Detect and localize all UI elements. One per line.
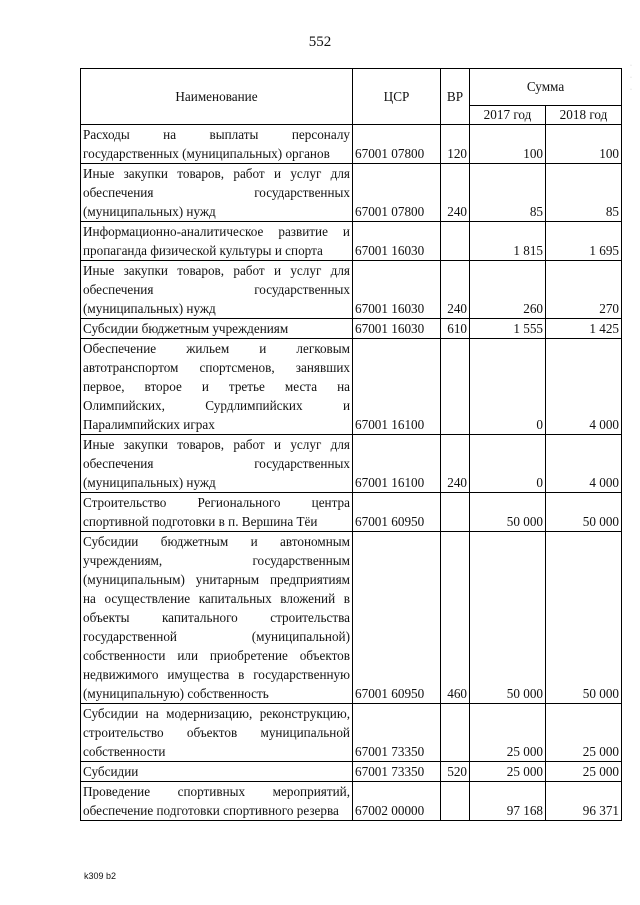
row-vr: 520 — [441, 762, 470, 782]
table-row — [81, 261, 622, 319]
row-amount-2017: 0 — [470, 339, 546, 435]
row-vr — [441, 493, 470, 532]
row-vr: 240 — [441, 435, 470, 493]
row-name: Субсидии бюджетным учреждениям — [81, 319, 353, 339]
header-csr: ЦСР — [353, 69, 441, 125]
row-name: Иные закупки товаров, работ и услуг для обеспечения государственных (муниципальных) нужд — [81, 435, 353, 493]
row-csr: 67001 16100 — [353, 339, 441, 435]
table-row — [81, 435, 622, 493]
row-amount-2017: 97 168 — [470, 782, 546, 821]
row-amount-2018: 1 695 — [546, 222, 622, 261]
row-vr — [441, 339, 470, 435]
page-number: 552 — [308, 34, 332, 50]
row-amount-2017: 1 815 — [470, 222, 546, 261]
row-amount-2018: 100 — [546, 125, 622, 164]
row-csr: 67001 60950 — [353, 532, 441, 704]
row-amount-2018: 25 000 — [546, 704, 622, 762]
row-amount-2018: 4 000 — [546, 339, 622, 435]
row-name: Расходы на выплаты персоналу государственных (муниципальных) органов — [81, 125, 353, 164]
row-csr: 67001 07800 — [353, 164, 441, 222]
header-vr: ВР — [441, 69, 470, 125]
row-csr: 67001 16100 — [353, 435, 441, 493]
row-vr: 460 — [441, 532, 470, 704]
header-sum: Сумма — [470, 69, 622, 106]
row-vr: 240 — [441, 261, 470, 319]
table-row — [81, 319, 622, 339]
row-vr: 120 — [441, 125, 470, 164]
row-csr: 67002 00000 — [353, 782, 441, 821]
header-year-2017: 2017 год — [470, 106, 546, 125]
row-amount-2018: 4 000 — [546, 435, 622, 493]
table-row — [81, 493, 622, 532]
row-name: Иные закупки товаров, работ и услуг для обеспечения государственных (муниципальных) нужд — [81, 164, 353, 222]
row-name: Иные закупки товаров, работ и услуг для обеспечения государственных (муниципальных) нужд — [81, 261, 353, 319]
row-csr: 67001 16030 — [353, 222, 441, 261]
row-amount-2018: 50 000 — [546, 493, 622, 532]
row-name: Строительство Регионального центра спортивной подготовки в п. Вершина Тёи — [81, 493, 353, 532]
row-vr — [441, 222, 470, 261]
row-csr: 67001 73350 — [353, 762, 441, 782]
row-amount-2018: 85 — [546, 164, 622, 222]
table-row — [81, 762, 622, 782]
table-row — [81, 782, 622, 821]
header-year-2018: 2018 год — [546, 106, 622, 125]
row-name: Проведение спортивных мероприятий, обеспечение подготовки спортивного резерва — [81, 782, 353, 821]
row-csr: 67001 16030 — [353, 261, 441, 319]
table-row — [81, 339, 622, 435]
row-name: Информационно-аналитическое развитие и пропаганда физической культуры и спорта — [81, 222, 353, 261]
table-row — [81, 704, 622, 762]
row-name: Субсидии на модернизацию, реконструкцию, строительство объектов муниципальной собственности — [81, 704, 353, 762]
row-amount-2018: 50 000 — [546, 532, 622, 704]
row-vr — [441, 704, 470, 762]
row-vr: 240 — [441, 164, 470, 222]
scan-edge-marks: · · · — [630, 63, 632, 93]
budget-table — [80, 68, 622, 821]
header-name: Наименование — [81, 69, 353, 125]
row-csr: 67001 60950 — [353, 493, 441, 532]
row-amount-2017: 1 555 — [470, 319, 546, 339]
row-amount-2017: 50 000 — [470, 532, 546, 704]
row-amount-2018: 270 — [546, 261, 622, 319]
row-amount-2018: 96 371 — [546, 782, 622, 821]
row-name: Обеспечение жильем и легковым автотранспортом спортсменов, занявших первое, второе и третье места на Олимпийских, Сурдлимпийских и Паралимпийских играх — [81, 339, 353, 435]
row-csr: 67001 07800 — [353, 125, 441, 164]
footer-code: k309 b2 — [84, 871, 117, 881]
table-row — [81, 125, 622, 164]
table-row — [81, 222, 622, 261]
row-vr: 610 — [441, 319, 470, 339]
row-name: Субсидии — [81, 762, 353, 782]
row-amount-2017: 50 000 — [470, 493, 546, 532]
row-amount-2017: 85 — [470, 164, 546, 222]
row-csr: 67001 16030 — [353, 319, 441, 339]
row-amount-2017: 100 — [470, 125, 546, 164]
row-amount-2017: 260 — [470, 261, 546, 319]
table-row — [81, 532, 622, 704]
row-amount-2018: 1 425 — [546, 319, 622, 339]
row-csr: 67001 73350 — [353, 704, 441, 762]
row-vr — [441, 782, 470, 821]
row-amount-2018: 25 000 — [546, 762, 622, 782]
table-row — [81, 164, 622, 222]
row-amount-2017: 25 000 — [470, 704, 546, 762]
row-name: Субсидии бюджетным и автономным учреждениям, государственным (муниципальным) унитарным предприятиям на осуществление капитальных вложений в объекты капитального строительства государственной (муниципальной) собственности или приобретение объектов недвижимого имущества в государственную (муниципальную) собственность — [81, 532, 353, 704]
row-amount-2017: 0 — [470, 435, 546, 493]
row-amount-2017: 25 000 — [470, 762, 546, 782]
